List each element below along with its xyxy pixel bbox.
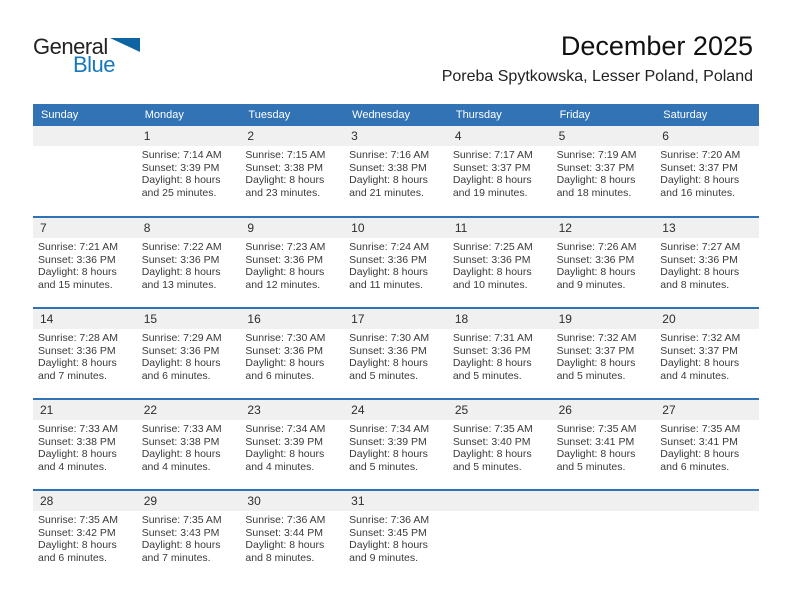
weeks-container xyxy=(33,126,759,580)
sunrise-text: Sunrise: 7:34 AM xyxy=(245,423,326,435)
day-cell-5 xyxy=(552,146,656,199)
day-number-empty xyxy=(448,491,552,511)
day-number-21: 21 xyxy=(40,403,54,417)
sunset-text: Sunset: 3:41 PM xyxy=(660,435,738,448)
sunset-text: Sunset: 3:36 PM xyxy=(38,344,116,357)
daylight-hours-text: Daylight: 8 hours xyxy=(141,448,221,461)
weekday-header-row xyxy=(33,104,759,126)
weekday-header-tuesday: Tuesday xyxy=(248,109,291,121)
day-number-7: 7 xyxy=(40,221,47,235)
week-row-4 xyxy=(33,398,759,489)
sunset-text: Sunset: 3:40 PM xyxy=(452,435,531,448)
week-content-row xyxy=(33,146,759,199)
daylight-minutes-text: and 23 minutes. xyxy=(245,186,321,199)
sunrise-text: Sunrise: 7:21 AM xyxy=(38,241,118,253)
sunrise-text: Sunrise: 7:32 AM xyxy=(556,332,637,344)
sunrise-text: Sunrise: 7:19 AM xyxy=(556,149,637,161)
daylight-hours-text: Daylight: 8 hours xyxy=(660,266,740,279)
daylight-minutes-text: and 9 minutes. xyxy=(349,551,419,564)
sunrise-text: Sunrise: 7:29 AM xyxy=(141,332,222,344)
daylight-hours-text: Daylight: 8 hours xyxy=(245,539,325,552)
day-number-31: 31 xyxy=(351,494,365,508)
day-number-11: 11 xyxy=(454,221,468,235)
day-number-band xyxy=(33,400,759,420)
daylight-hours-text: Daylight: 8 hours xyxy=(349,448,428,461)
sunset-text: Sunset: 3:45 PM xyxy=(349,526,427,539)
day-number-30: 30 xyxy=(247,494,261,508)
day-number-9: 9 xyxy=(247,221,255,235)
daylight-hours-text: Daylight: 8 hours xyxy=(38,266,117,279)
week-content-row xyxy=(33,511,759,564)
day-cell-27 xyxy=(655,420,759,473)
sunset-text: Sunset: 3:42 PM xyxy=(38,526,116,539)
sunset-text: Sunset: 3:44 PM xyxy=(245,526,324,539)
daylight-hours-text: Daylight: 8 hours xyxy=(141,357,221,370)
sunset-text: Sunset: 3:38 PM xyxy=(245,161,324,174)
day-number-20: 20 xyxy=(662,312,676,326)
day-number-4: 4 xyxy=(454,129,462,143)
daylight-hours-text: Daylight: 8 hours xyxy=(660,174,740,187)
day-cell-15 xyxy=(137,329,241,382)
sunset-text: Sunset: 3:37 PM xyxy=(556,344,635,357)
sunset-text: Sunset: 3:37 PM xyxy=(660,161,738,174)
sunrise-text: Sunrise: 7:34 AM xyxy=(349,423,430,435)
day-number-band xyxy=(33,126,759,146)
day-cell-22 xyxy=(137,420,241,473)
day-cell-empty xyxy=(33,146,137,199)
day-cell-29 xyxy=(137,511,241,564)
daylight-hours-text: Daylight: 8 hours xyxy=(452,448,532,461)
daylight-minutes-text: and 4 minutes. xyxy=(660,369,730,382)
daylight-minutes-text: and 4 minutes. xyxy=(38,460,107,473)
day-cell-30 xyxy=(240,511,344,564)
daylight-minutes-text: and 6 minutes. xyxy=(245,369,315,382)
day-cell-8 xyxy=(137,238,241,291)
sunrise-text: Sunrise: 7:30 AM xyxy=(245,332,326,344)
weekday-header-wednesday: Wednesday xyxy=(352,109,411,121)
week-row-1 xyxy=(33,126,759,216)
daylight-minutes-text: and 11 minutes. xyxy=(349,278,424,291)
day-number-26: 26 xyxy=(558,403,572,417)
day-number-8: 8 xyxy=(143,221,151,235)
sunrise-text: Sunrise: 7:20 AM xyxy=(660,149,741,161)
daylight-minutes-text: and 5 minutes. xyxy=(556,369,626,382)
day-number-band xyxy=(33,218,759,238)
daylight-minutes-text: and 16 minutes. xyxy=(660,186,735,199)
sunset-text: Sunset: 3:39 PM xyxy=(141,161,220,174)
daylight-minutes-text: and 6 minutes. xyxy=(141,369,211,382)
sunset-text: Sunset: 3:36 PM xyxy=(245,344,324,357)
sunset-text: Sunset: 3:36 PM xyxy=(349,253,427,266)
daylight-minutes-text: and 21 minutes. xyxy=(349,186,424,199)
general-blue-logo xyxy=(33,36,183,92)
daylight-hours-text: Daylight: 8 hours xyxy=(452,357,532,370)
day-cell-empty xyxy=(655,511,759,564)
day-cell-26 xyxy=(552,420,656,473)
location-subtitle: Poreba Spytkowska, Lesser Poland, Poland xyxy=(441,68,753,85)
daylight-hours-text: Daylight: 8 hours xyxy=(349,357,428,370)
sunset-text: Sunset: 3:36 PM xyxy=(38,253,116,266)
week-content-row xyxy=(33,420,759,473)
sunrise-text: Sunrise: 7:32 AM xyxy=(660,332,741,344)
daylight-hours-text: Daylight: 8 hours xyxy=(245,448,325,461)
sunset-text: Sunset: 3:36 PM xyxy=(141,344,220,357)
sunset-text: Sunset: 3:38 PM xyxy=(141,435,220,448)
day-number-12: 12 xyxy=(558,221,572,235)
daylight-minutes-text: and 13 minutes. xyxy=(141,278,217,291)
daylight-minutes-text: and 15 minutes. xyxy=(38,278,113,291)
daylight-hours-text: Daylight: 8 hours xyxy=(38,357,117,370)
sunrise-text: Sunrise: 7:36 AM xyxy=(349,514,430,526)
day-number-19: 19 xyxy=(558,312,572,326)
daylight-hours-text: Daylight: 8 hours xyxy=(556,174,636,187)
daylight-minutes-text: and 7 minutes. xyxy=(38,369,107,382)
weekday-header-sunday: Sunday xyxy=(41,109,79,121)
sunset-text: Sunset: 3:36 PM xyxy=(660,253,738,266)
day-number-18: 18 xyxy=(454,312,469,326)
day-cell-2 xyxy=(240,146,344,199)
sunrise-text: Sunrise: 7:14 AM xyxy=(141,149,222,161)
logo-text-general: General xyxy=(33,34,108,59)
sunrise-text: Sunrise: 7:35 AM xyxy=(556,423,637,435)
sunrise-text: Sunrise: 7:27 AM xyxy=(660,241,741,253)
sunrise-text: Sunrise: 7:30 AM xyxy=(349,332,430,344)
sunrise-text: Sunrise: 7:23 AM xyxy=(245,241,326,253)
sunset-text: Sunset: 3:39 PM xyxy=(349,435,427,448)
day-number-29: 29 xyxy=(143,494,158,508)
day-number-band xyxy=(33,491,759,511)
daylight-hours-text: Daylight: 8 hours xyxy=(38,539,117,552)
sunrise-text: Sunrise: 7:28 AM xyxy=(38,332,118,344)
daylight-hours-text: Daylight: 8 hours xyxy=(660,357,740,370)
sunrise-text: Sunrise: 7:16 AM xyxy=(349,149,430,161)
daylight-minutes-text: and 19 minutes. xyxy=(452,186,528,199)
day-number-10: 10 xyxy=(351,221,365,235)
sunrise-text: Sunrise: 7:33 AM xyxy=(38,423,118,435)
sunset-text: Sunset: 3:38 PM xyxy=(349,161,427,174)
weekday-header-thursday: Thursday xyxy=(455,109,502,121)
daylight-minutes-text: and 6 minutes. xyxy=(38,551,107,564)
day-number-14: 14 xyxy=(40,312,54,326)
day-number-15: 15 xyxy=(143,312,158,326)
day-cell-1 xyxy=(137,146,241,199)
sunrise-text: Sunrise: 7:22 AM xyxy=(141,241,222,253)
day-cell-28 xyxy=(33,511,137,564)
daylight-hours-text: Daylight: 8 hours xyxy=(245,357,325,370)
sunset-text: Sunset: 3:36 PM xyxy=(452,344,531,357)
day-number-1: 1 xyxy=(143,129,151,143)
sunrise-text: Sunrise: 7:33 AM xyxy=(141,423,222,435)
weekday-header-monday: Monday xyxy=(144,109,184,121)
daylight-minutes-text: and 8 minutes. xyxy=(245,551,315,564)
day-cell-31 xyxy=(344,511,448,564)
day-cell-19 xyxy=(552,329,656,382)
sunset-text: Sunset: 3:39 PM xyxy=(245,435,324,448)
day-cell-4 xyxy=(448,146,552,199)
daylight-minutes-text: and 8 minutes. xyxy=(660,278,730,291)
daylight-minutes-text: and 5 minutes. xyxy=(452,369,522,382)
daylight-minutes-text: and 25 minutes. xyxy=(141,186,217,199)
day-cell-18 xyxy=(448,329,552,382)
day-cell-3 xyxy=(344,146,448,199)
day-number-empty xyxy=(552,491,656,511)
sunrise-text: Sunrise: 7:26 AM xyxy=(556,241,637,253)
day-cell-14 xyxy=(33,329,137,382)
day-number-band xyxy=(33,309,759,329)
page-title: December 2025 xyxy=(560,31,753,61)
day-number-empty xyxy=(655,491,759,511)
daylight-hours-text: Daylight: 8 hours xyxy=(245,174,325,187)
daylight-hours-text: Daylight: 8 hours xyxy=(660,448,740,461)
calendar-table xyxy=(33,104,759,580)
day-cell-24 xyxy=(344,420,448,473)
daylight-minutes-text: and 18 minutes. xyxy=(556,186,632,199)
day-number-empty xyxy=(33,126,137,146)
day-cell-6 xyxy=(655,146,759,199)
sunrise-text: Sunrise: 7:35 AM xyxy=(141,514,222,526)
daylight-minutes-text: and 7 minutes. xyxy=(141,551,211,564)
day-number-3: 3 xyxy=(351,129,358,143)
day-cell-17 xyxy=(344,329,448,382)
day-number-16: 16 xyxy=(247,312,261,326)
daylight-minutes-text: and 5 minutes. xyxy=(349,460,419,473)
week-content-row xyxy=(33,238,759,291)
logo-triangle-icon xyxy=(110,37,140,52)
weekday-header-saturday: Saturday xyxy=(663,109,708,121)
week-row-2 xyxy=(33,216,759,307)
sunrise-text: Sunrise: 7:25 AM xyxy=(452,241,533,253)
day-cell-12 xyxy=(552,238,656,291)
sunset-text: Sunset: 3:41 PM xyxy=(556,435,635,448)
sunrise-text: Sunrise: 7:35 AM xyxy=(452,423,533,435)
day-number-22: 22 xyxy=(143,403,158,417)
day-cell-10 xyxy=(344,238,448,291)
daylight-hours-text: Daylight: 8 hours xyxy=(141,539,221,552)
day-number-17: 17 xyxy=(351,312,365,326)
page-header xyxy=(33,30,759,102)
day-number-28: 28 xyxy=(40,494,54,508)
sunrise-text: Sunrise: 7:15 AM xyxy=(245,149,326,161)
sunset-text: Sunset: 3:36 PM xyxy=(349,344,427,357)
day-number-24: 24 xyxy=(351,403,365,417)
day-cell-empty xyxy=(552,511,656,564)
daylight-hours-text: Daylight: 8 hours xyxy=(141,174,221,187)
daylight-minutes-text: and 5 minutes. xyxy=(556,460,626,473)
day-number-23: 23 xyxy=(247,403,261,417)
daylight-hours-text: Daylight: 8 hours xyxy=(349,539,428,552)
daylight-minutes-text: and 9 minutes. xyxy=(556,278,626,291)
day-cell-16 xyxy=(240,329,344,382)
day-cell-11 xyxy=(448,238,552,291)
sunset-text: Sunset: 3:36 PM xyxy=(245,253,324,266)
sunrise-text: Sunrise: 7:35 AM xyxy=(38,514,118,526)
sunset-text: Sunset: 3:37 PM xyxy=(556,161,635,174)
sunset-text: Sunset: 3:36 PM xyxy=(452,253,531,266)
day-number-27: 27 xyxy=(662,403,676,417)
day-cell-empty xyxy=(448,511,552,564)
sunrise-text: Sunrise: 7:31 AM xyxy=(452,332,533,344)
week-row-3 xyxy=(33,307,759,398)
daylight-hours-text: Daylight: 8 hours xyxy=(349,266,428,279)
sunset-text: Sunset: 3:36 PM xyxy=(556,253,635,266)
daylight-hours-text: Daylight: 8 hours xyxy=(556,448,636,461)
sunset-text: Sunset: 3:43 PM xyxy=(141,526,220,539)
daylight-hours-text: Daylight: 8 hours xyxy=(556,266,636,279)
daylight-minutes-text: and 5 minutes. xyxy=(452,460,522,473)
day-cell-20 xyxy=(655,329,759,382)
day-cell-13 xyxy=(655,238,759,291)
daylight-minutes-text: and 12 minutes. xyxy=(245,278,321,291)
day-cell-25 xyxy=(448,420,552,473)
daylight-hours-text: Daylight: 8 hours xyxy=(38,448,117,461)
sunset-text: Sunset: 3:36 PM xyxy=(141,253,220,266)
day-number-6: 6 xyxy=(662,129,669,143)
weekday-header-friday: Friday xyxy=(559,109,591,121)
sunset-text: Sunset: 3:38 PM xyxy=(38,435,116,448)
daylight-minutes-text: and 4 minutes. xyxy=(141,460,211,473)
sunset-text: Sunset: 3:37 PM xyxy=(452,161,531,174)
day-number-2: 2 xyxy=(247,129,255,143)
daylight-hours-text: Daylight: 8 hours xyxy=(349,174,428,187)
daylight-hours-text: Daylight: 8 hours xyxy=(141,266,221,279)
day-cell-9 xyxy=(240,238,344,291)
week-row-5 xyxy=(33,489,759,580)
sunrise-text: Sunrise: 7:24 AM xyxy=(349,241,430,253)
logo-text-blue: Blue xyxy=(73,52,116,77)
sunrise-text: Sunrise: 7:17 AM xyxy=(452,149,533,161)
daylight-minutes-text: and 10 minutes. xyxy=(452,278,528,291)
daylight-hours-text: Daylight: 8 hours xyxy=(452,266,532,279)
day-cell-23 xyxy=(240,420,344,473)
day-number-13: 13 xyxy=(662,221,676,235)
day-number-25: 25 xyxy=(454,403,469,417)
sunset-text: Sunset: 3:37 PM xyxy=(660,344,738,357)
day-cell-21 xyxy=(33,420,137,473)
daylight-minutes-text: and 4 minutes. xyxy=(245,460,315,473)
daylight-hours-text: Daylight: 8 hours xyxy=(245,266,325,279)
day-number-5: 5 xyxy=(558,129,566,143)
daylight-minutes-text: and 5 minutes. xyxy=(349,369,419,382)
day-cell-7 xyxy=(33,238,137,291)
sunrise-text: Sunrise: 7:35 AM xyxy=(660,423,741,435)
daylight-hours-text: Daylight: 8 hours xyxy=(452,174,532,187)
daylight-minutes-text: and 6 minutes. xyxy=(660,460,730,473)
sunrise-text: Sunrise: 7:36 AM xyxy=(245,514,326,526)
daylight-hours-text: Daylight: 8 hours xyxy=(556,357,636,370)
week-content-row xyxy=(33,329,759,382)
